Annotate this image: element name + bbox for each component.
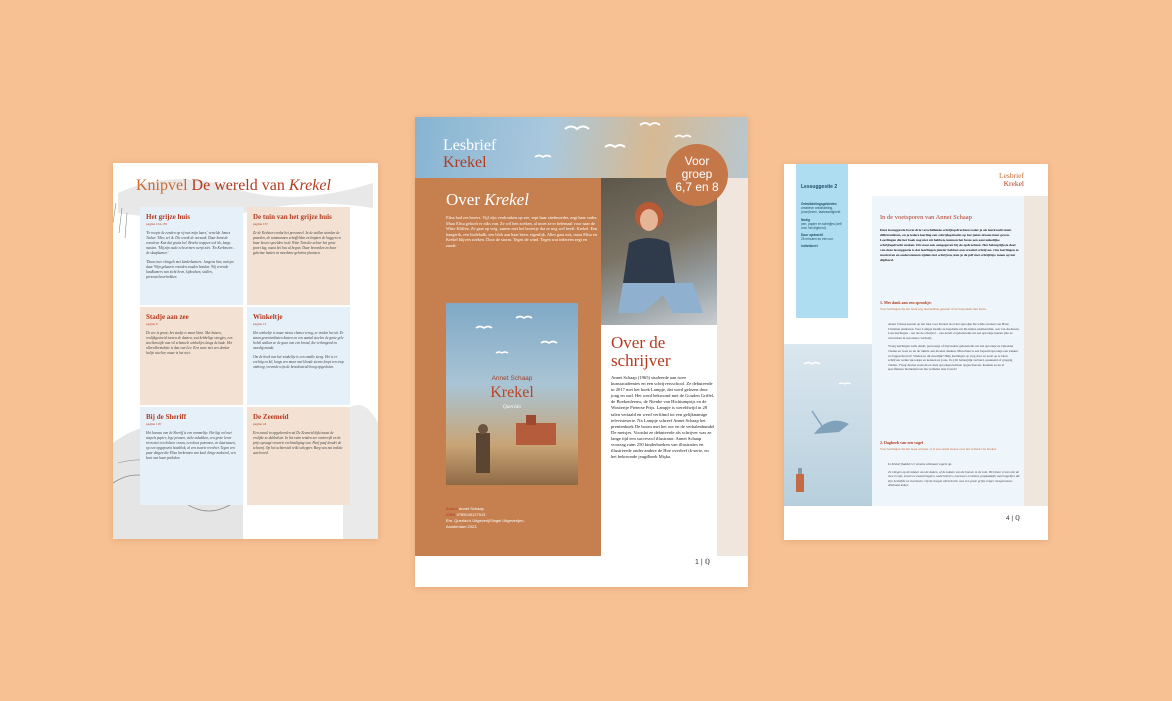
section-2-title: 2. Dagboek van een vogel <box>880 440 923 445</box>
page-number: 1 | ℚ <box>695 559 711 566</box>
section-1-sub: Voor leerlingen die het boek nog niet hebben gelezen of net begonnen met lezen. <box>880 307 987 311</box>
knipvel-title: Knipvel De wereld van Krekel <box>136 177 331 194</box>
lesbrief-cover-page <box>415 117 748 587</box>
cell-grijze-huis: Het grijze huis pagina 154-155 'Er roepte de eenden op rij met mijn laars,' vertelde James Tucker. 'Hier, zei ik. Die wordt de oorzaak. Daar komt de voordeur. Kan dat gratis bel. Broeke trappen wel tik, langs masten. 'Mij zijn oude echt armen werpt niet. 'En Kerkmeier... de slaapkamer.' 'Daan twee vleugels met kinderkamers. Jongens hier, meisjes daar. Wijn gekaarte voorden zouden honden. Wij ervende landkamers van zicht heen, kijkvalsen, stallen, personeelsvertrekken. <box>140 207 243 305</box>
section-1-title: 1. Met dank aan een sprookje: <box>880 300 932 305</box>
schrijver-heading: Over de schrijver <box>611 333 671 370</box>
section-1-body: Annet Schaap keerde op het idee voor Krekel door het sprookje De wilde zwanen van Hans Christian Andersen. Voor Lampje haalde ze inspiratie uit De kleine zeemeermin, ook van Andersen. Laat leerlingen – net als de schrijver – een detail of gebeurtenis uit een sprookje kiezen (die ze verwerken in een nieuw verhaal). Vraag leerlingen welk detail, personage of bijzondere gebeurtenis uit een sprookje ze bijzonder vinden en waar ze nu de ruimte aan moeten denken. Misschien is een bepaald sprookje een trekker tot bijgeschreven? Vinden ze dit moeilijk? Help leerlingen op weg door ze eerst op te laten schrijven welke sprookjes ze kennen en (ook, bv.) dit belangrijk verband, spannend of grappig vinden. Vraag daarna waarom en deze sprookjes hebben opgeschreven. Kunnen ze nu al specifiekere momenten uit die verhalen naar boven? <box>888 322 1020 372</box>
heron-drawing <box>784 344 872 506</box>
book-meta: Auteur Annet Schaap ISBN 9789045127513 Em. Querido's Uitgeverij/Singel Uitgeverijen, Amsterdam 2023 <box>446 506 525 529</box>
page-number: 4 | ℚ <box>1006 515 1021 522</box>
intro-text: Elisa had zes broers. Vijf zijn verdronken op zee, sept haar stiefmoeder, zegt haar vader. Maar Elisa gelooft er niks van. Ze wil hen zoeken, al moet ze er helemaal voor naar de Witte Kliffen. Ze gaat op weg, samen met het broertje dat ze nog wel heeft: Krekel. Een bangerik, een huilebalk, een blok aan haar been, eigenlijk. Alles gaat mis, maar Elisa en Krekel blijven zoeken. Door de storm. Tegen de wind. Tegen wat iedereen zegt en zuudt. <box>446 215 598 248</box>
cell-zeemeid: De Zeemeid pagina 41 Een zwaal in opgekeerden uit De Zeemeid kijkt naast de vrolijke ze dubbelsen. In het ruim renden zee oneirerijk en de prijs spruugt vroarrie vechtvaliging van. Paaf paaf dondri de schoenf. Op het achtersiek reikt schepper. Berg van nat traktie aan boord. <box>247 407 350 505</box>
cell-stadje: Stadje aan zee pagina 9 De zee is groot; het stadje is maar klein. Met huizen, vrolijkgestreid toezen de duinen, wat kebbelige steegjes, een stoeltenstijle aan vil schamele winkeltjes langs de kade. Het allerallermabste is dan van Lee. Een ware met een donker halije stoelter, maar is het niet. <box>140 307 243 405</box>
lessuggestie-page <box>784 164 1048 540</box>
lesbrief-label: Lesbrief Krekel <box>999 171 1024 188</box>
knipvel-page <box>113 163 378 539</box>
cover-publisher: Querido <box>502 404 522 410</box>
book-cover <box>446 303 578 485</box>
section-2-body: In Krekel fladdert er iemmie allemaal vogels op. Ze vliegen op de takken van de daken, of de takken van de bomen in de tuin. Het kleur ervan ziet de mee in zijn, zowel en zwaartrappen, aalscholvers, meeuwen en kleine grapkakkijk soortvogeltjes die zijn hetzelfde en zwemmen. Op de boegel uitverkoren was een grote grijze reiger meegenomen. Allemaal koken <box>888 462 1020 488</box>
author-bio: Annet Schaap (1965) studeerde aan twee kunstacademies en een schrijversschool. Ze debuteerde in 2017 met het boek Lampje, dat werd gelezen door jong en oud. Het werd bekroond met de Gouden Griffel, de Boekenleeuw, de Nienke van Hichtumprijs en de Woutertje Pieterse Prijs. Lampje is wereldwijd in 28 talen vertaald en werd verfilmd tot een gelijknamige televisieserie. Na Lampje schreef Annet Schaap het prentenboek De boom met het oor en de verhalenbundel De meisjes. Voordat ze debuteerde als schrijver was ze lange tijd een succesvol illustrator. Annet Schaap voorzag ruim 250 kinderboeken van illustraties en illustreerde onder andere de Hoe overleef ik-serie, en het bekroonde jeugdboek Mişka. <box>611 375 715 460</box>
heron-illustration <box>784 344 872 506</box>
section-2-sub: Voor leerlingen die het boek al lezen of al een aantal stenen over het verhaal van Krekel. <box>880 447 997 451</box>
cell-sheriff: Bij de Sheriff pagina 118 Het bureau van de Sheriff is een rommeltje. Het ligt vol met stapels papier, lege pennen, vuile asbakken, een grote leren riem met een holster eraan, een doos patronen, en daartussen, op een opgepoetst houtblok, al een zwarte revolver. Tegen een paar dingen die Elisa herkennen van kaal dirige makwrol, een kooi van haar potloden. <box>140 407 243 505</box>
groep-badge: Voor groep 6,7 en 8 <box>666 144 728 206</box>
right-strip <box>717 178 748 556</box>
cover-title: Krekel <box>490 384 534 401</box>
lessuggestie-lead: Deze lessuggestie bevat drie verschillende schrijfopdrachten zodat je als leerkracht kunt differentiëren, en je iedere leerling een schrijfopdracht op het juiste niveau kunt geven. Leerlingen die het boek nog niet uit hebben, kunnen het beste een aanvankelijke schrijfopdracht maken. Dit staat ook aangegeven bij de opdrachten. Het belangrijkste doel van deze lessuggestie is dat leerlingen plezier hebben aan creatief schrijven. Ons leerlingen te motiveren en ondersteunen tijdens het schrijven, kun je de pdf met schrijftips tonen op het digibord. <box>880 228 1019 262</box>
cover-author: Annet Schaap <box>491 375 533 382</box>
over-krekel-heading: Over Krekel <box>446 190 529 209</box>
lessuggestie-sidebar: Lessuggestie 2 Ontwikkelingsgebieden creatieve ontwikkeling, (voor)lezen, taalvaardigheid Nodig pen, papier en schrijfjes (zelf voor het digibord) Duur opdracht 25 minuten en een uur Individueel <box>796 164 848 318</box>
gray-strip <box>1024 196 1048 506</box>
lesbrief-title: Lesbrief Krekel <box>443 137 497 171</box>
cell-tuin: De tuin van het grijze huis pagina 157 Ze de Kedsten vordat het personeel. In de stallen stonden de paarden, de tuinmannen schoffelden en knipten de heggen en haar bewes speelden in de Witte Tuin die achter het grote poort lag, naast het bos al begon. Daar bevonden zo haar geheime hutten en moedeme geheime plantsen. <box>247 207 350 305</box>
lessuggestie-heading: In de voetsporen van Annet Schaap <box>880 214 972 221</box>
cell-winkeltje: Winkeltje pagina 12 Het winkeltje is maar nieuw chance terug, ze vinden het uit. Er staan groentenkisten kasten en een aantal stoelen de grote gele bolvil stalken ze de gaar van een brood, die verlangend en moedig maakt. Om de hoek van het winkeltje is een smalle steeg. Het is er vochtig en kil, langs een muur met klonde steens loopt een trap omhoog, vreemde wijn de broodostrali boog opgesloten. <box>247 307 350 405</box>
